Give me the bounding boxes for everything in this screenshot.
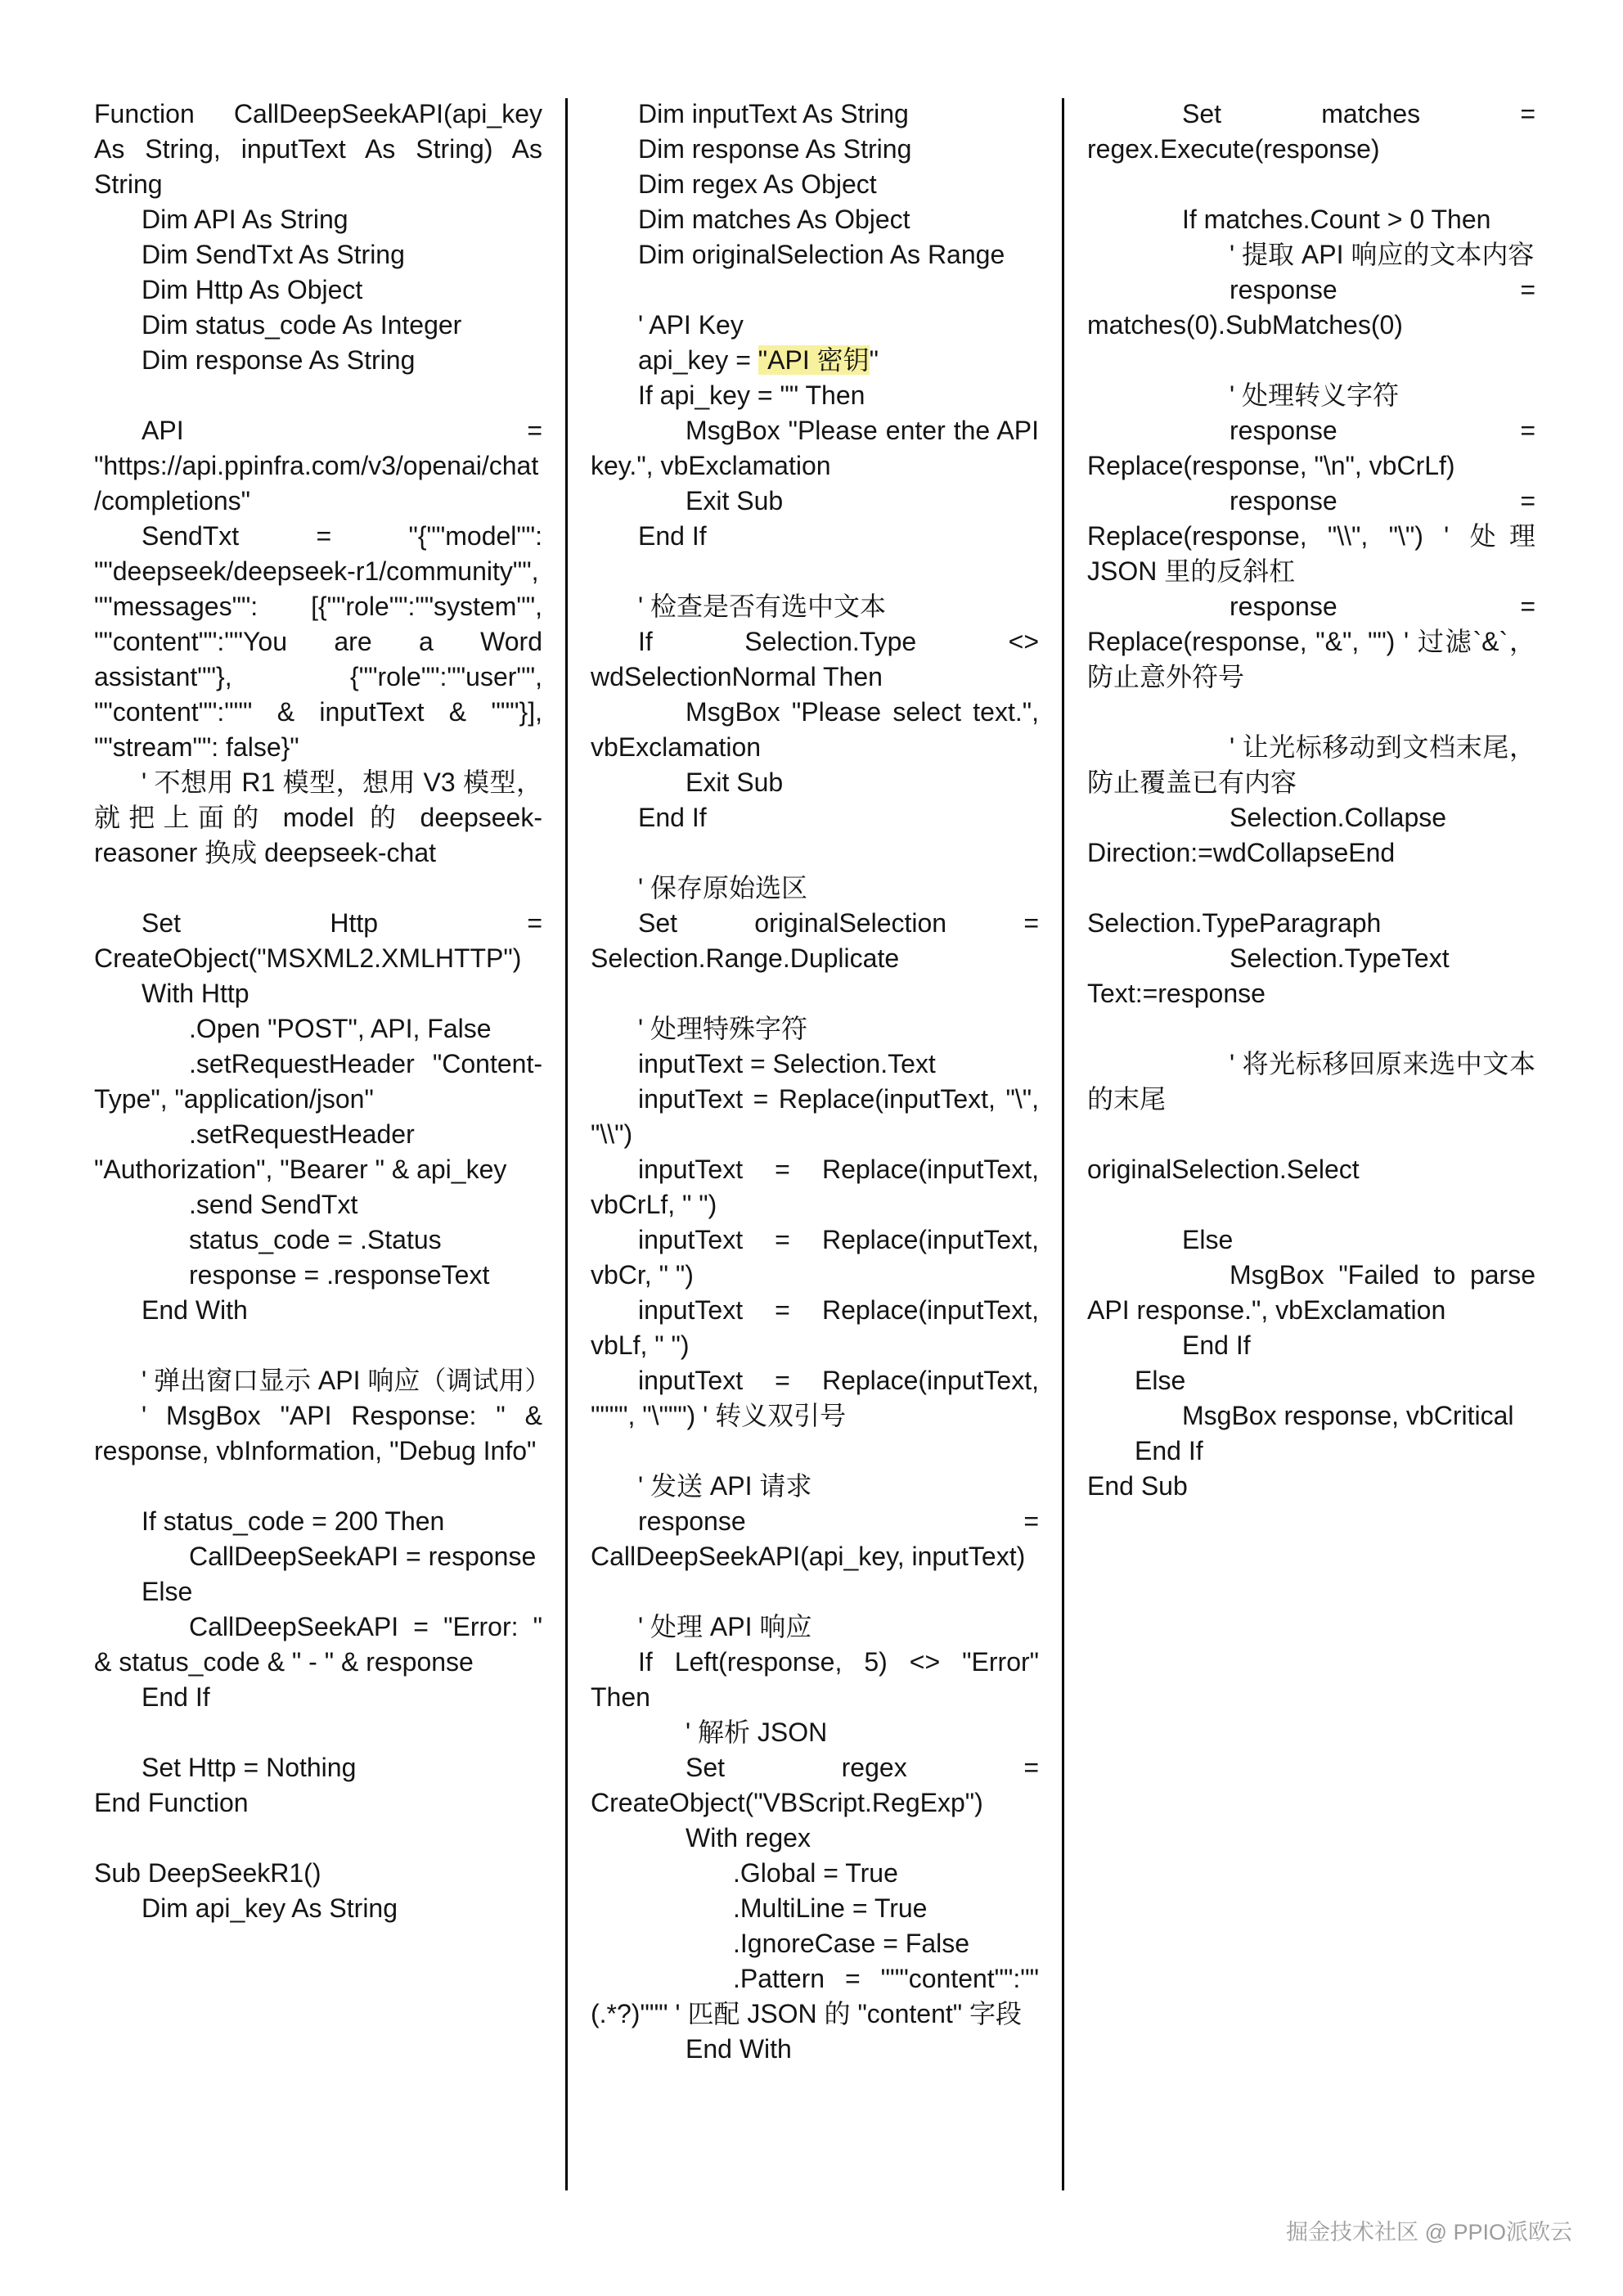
code-line bbox=[591, 132, 1039, 167]
code-text: .setRequestHeader "Content-Type", "application/json" bbox=[94, 1049, 542, 1114]
column-divider-2 bbox=[1062, 98, 1064, 2190]
code-line bbox=[94, 519, 542, 765]
code-line bbox=[1087, 906, 1535, 941]
code-text: Exit Sub bbox=[686, 486, 784, 515]
code-line bbox=[94, 1011, 542, 1047]
code-line bbox=[1087, 695, 1535, 730]
code-line bbox=[1087, 871, 1535, 906]
code-line bbox=[1087, 97, 1535, 167]
code-line bbox=[591, 484, 1039, 519]
code-line bbox=[94, 871, 542, 906]
code-text: Selection.Collapse Direction:=wdCollapseEnd bbox=[1087, 803, 1447, 867]
code-text: ' 检查是否有选中文本 bbox=[638, 592, 887, 621]
code-text: response = Replace(response, "\\", "\") ' 处理 JSON 里的反斜杠 bbox=[1087, 486, 1535, 586]
code-text: Set Http = CreateObject("MSXML2.XMLHTTP") bbox=[94, 908, 542, 973]
code-line bbox=[94, 1293, 542, 1328]
code-text: With Http bbox=[142, 979, 250, 1008]
code-text: Exit Sub bbox=[686, 768, 784, 797]
code-line bbox=[94, 1785, 542, 1821]
code-line bbox=[591, 1961, 1039, 2032]
code-line bbox=[94, 1117, 542, 1187]
code-line bbox=[591, 1363, 1039, 1434]
code-line bbox=[94, 343, 542, 378]
code-line bbox=[591, 167, 1039, 202]
code-text: Dim api_key As String bbox=[142, 1893, 398, 1923]
code-line bbox=[94, 1469, 542, 1504]
code-text: .Pattern = """content"":""(.*?)""" ' 匹配 JSON 的 "content" 字段 bbox=[591, 1964, 1039, 2028]
code-line bbox=[1087, 1363, 1535, 1398]
code-line bbox=[591, 589, 1039, 624]
code-text: inputText = Replace(inputText, """", "\""") ' 转义双引号 bbox=[591, 1366, 1039, 1430]
code-line bbox=[1087, 941, 1535, 1011]
code-line bbox=[94, 1680, 542, 1715]
code-line bbox=[94, 97, 542, 202]
code-text: .send SendTxt bbox=[189, 1190, 358, 1219]
code-text: .setRequestHeader "Authorization", "Bearer " & api_key bbox=[94, 1119, 507, 1184]
code-text: Dim response As String bbox=[638, 134, 912, 164]
code-line bbox=[591, 1222, 1039, 1293]
code-text: .Open "POST", API, False bbox=[189, 1014, 492, 1043]
code-text: ' 保存原始选区 bbox=[638, 873, 808, 903]
code-line bbox=[591, 1856, 1039, 1891]
code-text: response = .responseText bbox=[189, 1260, 490, 1290]
code-line bbox=[591, 1926, 1039, 1961]
code-line bbox=[1087, 1328, 1535, 1363]
code-line bbox=[591, 237, 1039, 272]
code-line bbox=[94, 1821, 542, 1856]
code-text: End With bbox=[142, 1295, 248, 1325]
code-line bbox=[94, 976, 542, 1011]
code-line bbox=[591, 1082, 1039, 1152]
code-line bbox=[94, 1574, 542, 1609]
code-line bbox=[591, 835, 1039, 871]
code-text: Else bbox=[1135, 1366, 1186, 1395]
code-line bbox=[94, 202, 542, 237]
code-line bbox=[1087, 167, 1535, 202]
code-text: response = CallDeepSeekAPI(api_key, inputText) bbox=[591, 1506, 1039, 1571]
code-text: .MultiLine = True bbox=[733, 1893, 928, 1923]
code-line bbox=[591, 871, 1039, 906]
code-column-3 bbox=[1087, 97, 1535, 1504]
code-text: ' 不想用 R1 模型，想用 V3 模型，就把上面的 model 的 deepseek-reasoner 换成 deepseek-chat bbox=[94, 768, 542, 867]
code-line bbox=[591, 695, 1039, 765]
code-line bbox=[94, 1609, 542, 1680]
code-line bbox=[591, 343, 1039, 378]
code-text: Dim status_code As Integer bbox=[142, 310, 462, 340]
code-line bbox=[1087, 589, 1535, 695]
code-line bbox=[591, 378, 1039, 413]
code-text: Sub DeepSeekR1() bbox=[94, 1858, 321, 1888]
code-line bbox=[591, 1715, 1039, 1750]
code-text: Set regex = CreateObject("VBScript.RegExp") bbox=[591, 1753, 1039, 1817]
code-text: Dim response As String bbox=[142, 345, 416, 375]
code-text: inputText = Replace(inputText, vbCrLf, " ") bbox=[591, 1155, 1039, 1219]
code-text: ' 处理 API 响应 bbox=[638, 1612, 812, 1641]
code-text: ' 让光标移动到文档末尾，防止覆盖已有内容 bbox=[1087, 732, 1535, 797]
code-text: End If bbox=[1182, 1330, 1251, 1360]
code-text: End If bbox=[638, 521, 707, 551]
code-text: MsgBox "Please enter the API key.", vbExclamation bbox=[591, 416, 1039, 480]
highlighted-api-key: "API 密钥 bbox=[758, 345, 870, 375]
code-column-1 bbox=[94, 97, 551, 1926]
code-text: Set Http = Nothing bbox=[142, 1753, 357, 1782]
code-line bbox=[591, 906, 1039, 976]
code-text: Dim matches As Object bbox=[638, 205, 910, 234]
code-text: response = Replace(response, "\n", vbCrLf) bbox=[1087, 416, 1535, 480]
column-divider-1 bbox=[565, 98, 568, 2190]
code-line bbox=[94, 1363, 551, 1398]
code-line bbox=[94, 413, 542, 519]
code-line bbox=[94, 906, 542, 976]
code-line bbox=[1087, 730, 1535, 800]
code-line bbox=[591, 97, 1039, 132]
code-text: If status_code = 200 Then bbox=[142, 1506, 445, 1536]
code-line bbox=[1087, 378, 1535, 413]
code-line bbox=[1087, 343, 1535, 378]
code-text: Dim inputText As String bbox=[638, 99, 909, 128]
code-text: Set matches = regex.Execute(response) bbox=[1087, 99, 1535, 164]
code-text: ' 发送 API 请求 bbox=[638, 1471, 812, 1501]
watermark: 掘金技术社区 @ PPIO派欧云 bbox=[1286, 2220, 1572, 2244]
code-text: CallDeepSeekAPI = response bbox=[189, 1542, 537, 1571]
code-line bbox=[591, 976, 1039, 1011]
code-text: Dim originalSelection As Range bbox=[638, 240, 1005, 269]
code-text: ' 提取 API 响应的文本内容 bbox=[1230, 240, 1535, 269]
code-text: .Global = True bbox=[733, 1858, 898, 1888]
code-text: ' 将光标移回原来选中文本的末尾 bbox=[1087, 1049, 1535, 1114]
code-line bbox=[591, 519, 1039, 554]
code-text: Else bbox=[142, 1577, 193, 1606]
code-text: End Sub bbox=[1087, 1471, 1188, 1501]
code-column-2 bbox=[591, 97, 1039, 2067]
code-line bbox=[591, 1434, 1039, 1469]
code-text: ' 处理特殊字符 bbox=[638, 1014, 808, 1043]
code-text: inputText = Replace(inputText, vbLf, " ") bbox=[591, 1295, 1039, 1360]
code-line bbox=[94, 1715, 542, 1750]
code-line bbox=[1087, 800, 1535, 871]
code-line bbox=[1087, 1047, 1535, 1117]
code-line bbox=[94, 272, 542, 308]
code-line bbox=[1087, 237, 1535, 272]
code-line bbox=[94, 1047, 542, 1117]
code-text: inputText = Replace(inputText, "\", "\\") bbox=[591, 1084, 1039, 1149]
code-line bbox=[1087, 202, 1535, 237]
code-text: End Function bbox=[94, 1788, 249, 1817]
code-text: End If bbox=[1135, 1436, 1203, 1465]
code-text: response = matches(0).SubMatches(0) bbox=[1087, 275, 1535, 340]
code-line bbox=[591, 1152, 1039, 1222]
code-line bbox=[94, 237, 542, 272]
code-line bbox=[1087, 484, 1535, 589]
code-text: Function CallDeepSeekAPI(api_key As String, inputText As String) As String bbox=[94, 99, 542, 199]
code-text: Dim regex As Object bbox=[638, 169, 877, 199]
code-line bbox=[1087, 1222, 1535, 1258]
code-line bbox=[591, 1293, 1039, 1363]
code-text: .IgnoreCase = False bbox=[733, 1929, 970, 1958]
code-line bbox=[591, 624, 1039, 695]
code-line bbox=[591, 1609, 1039, 1645]
code-line bbox=[1087, 272, 1535, 343]
code-line bbox=[1087, 413, 1535, 484]
code-text: If matches.Count > 0 Then bbox=[1182, 205, 1491, 234]
code-line bbox=[591, 1469, 1039, 1504]
code-text: Set originalSelection = Selection.Range.Duplicate bbox=[591, 908, 1039, 973]
code-text: MsgBox response, vbCritical bbox=[1182, 1401, 1514, 1430]
code-text: End If bbox=[142, 1682, 210, 1712]
code-line bbox=[1087, 1258, 1535, 1328]
code-text: ' 弹出窗口显示 API 响应（调试用） bbox=[142, 1366, 551, 1395]
code-line bbox=[94, 1856, 542, 1891]
code-line bbox=[94, 1328, 542, 1363]
code-text: Selection.TypeText Text:=response bbox=[1087, 943, 1450, 1008]
code-text: inputText = Selection.Text bbox=[638, 1049, 936, 1078]
code-text: ' MsgBox "API Response: " & response, vbInformation, "Debug Info" bbox=[94, 1401, 542, 1465]
code-line bbox=[94, 1258, 542, 1293]
code-line bbox=[1087, 1117, 1535, 1152]
code-line bbox=[1087, 1469, 1535, 1504]
code-line bbox=[94, 308, 542, 343]
code-line bbox=[591, 1891, 1039, 1926]
code-columns bbox=[94, 97, 1538, 2193]
code-line bbox=[94, 1187, 542, 1222]
code-text: MsgBox "Please select text.", vbExclamation bbox=[591, 697, 1039, 762]
code-line bbox=[94, 1891, 542, 1926]
code-line bbox=[94, 1398, 542, 1469]
code-line bbox=[591, 554, 1039, 589]
code-line bbox=[591, 272, 1039, 308]
code-line bbox=[94, 765, 542, 871]
code-line bbox=[591, 1504, 1039, 1574]
code-text: Selection.TypeParagraph bbox=[1087, 908, 1382, 938]
code-line bbox=[591, 1011, 1039, 1047]
code-text: ' API Key bbox=[638, 310, 744, 340]
code-text: originalSelection.Select bbox=[1087, 1155, 1360, 1184]
code-text: With regex bbox=[686, 1823, 811, 1853]
code-line bbox=[591, 2032, 1039, 2067]
code-text: API = "https://api.ppinfra.com/v3/openai/chat/completions" bbox=[94, 416, 542, 515]
code-text: api_key = bbox=[638, 345, 758, 375]
code-text: MsgBox "Failed to parse API response.", vbExclamation bbox=[1087, 1260, 1535, 1325]
code-text: If api_key = "" Then bbox=[638, 380, 865, 410]
code-text: Else bbox=[1182, 1225, 1234, 1254]
code-line bbox=[591, 1750, 1039, 1821]
code-text: CallDeepSeekAPI = "Error: " & status_code & " - " & response bbox=[94, 1612, 542, 1677]
code-line bbox=[94, 1504, 542, 1539]
code-line bbox=[1087, 1398, 1535, 1434]
code-text: ' 处理转义字符 bbox=[1230, 380, 1400, 410]
code-text: ' 解析 JSON bbox=[686, 1717, 828, 1747]
code-text: If Selection.Type <> wdSelectionNormal Then bbox=[591, 627, 1039, 691]
code-line bbox=[591, 1047, 1039, 1082]
code-line bbox=[94, 378, 542, 413]
code-text: response = Replace(response, "&", "") ' 过滤`&`，防止意外符号 bbox=[1087, 592, 1535, 691]
code-line bbox=[591, 1645, 1039, 1715]
code-line bbox=[591, 1574, 1039, 1609]
code-text: Dim Http As Object bbox=[142, 275, 363, 304]
code-text: SendTxt = "{""model"": ""deepseek/deepseek-r1/community"", ""messages"": [{""role"":""system"", ""content"":""You are a Word assistant""}, {""role"":""user"", ""content"":""" & inputText & """}], ""stream"": false}" bbox=[94, 521, 542, 762]
code-text: status_code = .Status bbox=[189, 1225, 442, 1254]
code-text: Dim SendTxt As String bbox=[142, 240, 405, 269]
code-line bbox=[94, 1222, 542, 1258]
code-line bbox=[591, 308, 1039, 343]
code-line bbox=[94, 1539, 542, 1574]
code-line bbox=[591, 202, 1039, 237]
code-line bbox=[591, 800, 1039, 835]
code-line bbox=[1087, 1011, 1535, 1047]
code-text: inputText = Replace(inputText, vbCr, " ") bbox=[591, 1225, 1039, 1290]
code-line bbox=[1087, 1434, 1535, 1469]
code-line bbox=[591, 765, 1039, 800]
code-line bbox=[591, 413, 1039, 484]
code-line bbox=[94, 1750, 542, 1785]
code-line bbox=[1087, 1187, 1535, 1222]
code-text: End With bbox=[686, 2034, 792, 2064]
code-text: If Left(response, 5) <> "Error" Then bbox=[591, 1647, 1039, 1712]
code-text: " bbox=[869, 345, 879, 375]
code-line bbox=[1087, 1152, 1535, 1187]
code-text: Dim API As String bbox=[142, 205, 348, 234]
code-text: End If bbox=[638, 803, 707, 832]
code-line bbox=[591, 1821, 1039, 1856]
